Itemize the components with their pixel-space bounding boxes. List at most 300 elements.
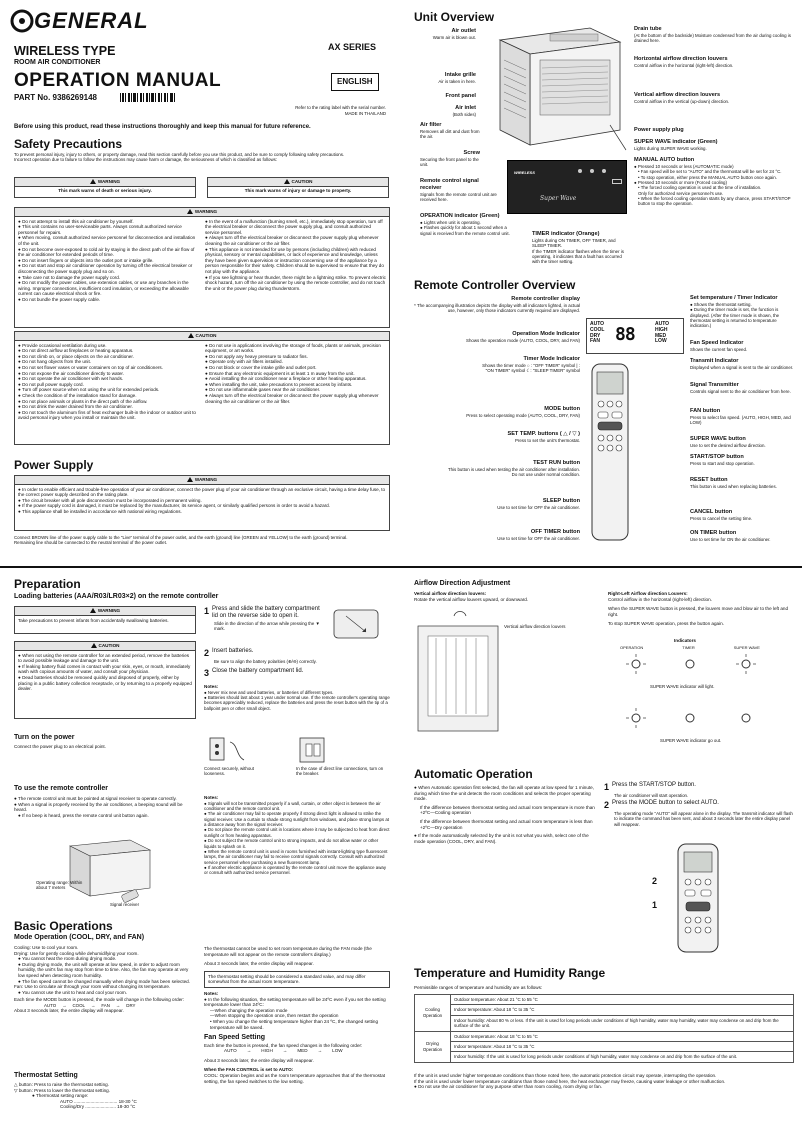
caution-item: ● Do not set flower vases or water containers on top of air conditioners. xyxy=(18,365,199,371)
caution-list-right xyxy=(205,343,386,421)
operation-item: ● Flashes quickly for about 1 second when a signal is received from the remote control unit. xyxy=(420,225,516,236)
safety-intro-text: To prevent personal injury, injury to others, or property damage, read this section carefully before you use this product, and be sure to comply following safety precautions. xyxy=(14,152,345,157)
temp-table xyxy=(414,994,794,1063)
notes-title: Notes: xyxy=(204,795,219,800)
temp-range-title: Temperature and Humidity Range xyxy=(414,966,606,980)
label-title: Operation Mode Indicator xyxy=(512,331,580,337)
col2-text1: The thermostat cannot be used to set room temperature during the FAN mode (the temperature will not appear on the remote controller's display.) xyxy=(204,946,372,957)
label-title: START/STOP button xyxy=(690,454,744,460)
product-type: WIRELESS TYPE xyxy=(14,44,116,58)
thermo-range-cool: Cooling/Dry ........................ 18-30 °C xyxy=(60,1104,136,1110)
rl-text: Control airflow in the horizontal (right-left) direction. xyxy=(608,596,712,602)
label-desc: Lights during SUPER WAVE working. xyxy=(634,145,707,151)
label-title: Intake grille xyxy=(444,72,476,78)
safety-title: Safety Precautions xyxy=(14,137,123,151)
remote-controller-illustration xyxy=(590,362,630,542)
warning-item: ● This unit contains no user-serviceable parts. Always consult authorized service personnel for repairs. xyxy=(18,224,199,235)
prep-step-3 xyxy=(204,668,384,679)
caution-item: ● Check the condition of the installation stand for damage. xyxy=(18,393,199,399)
label-title: TIMER indicator (Orange) xyxy=(532,231,600,237)
mode-order-item: AUTO xyxy=(44,1002,57,1008)
warning-icon xyxy=(187,477,193,482)
caution-item: ● Do not place animals or plants in the direct path of the airflow. xyxy=(18,399,199,405)
prep-notes xyxy=(204,684,390,711)
label-title: Transmit Indicator xyxy=(690,358,739,364)
basic-col2 xyxy=(204,946,390,1084)
label-desc: Press to select operating mode (AUTO, COOL, DRY, FAN) xyxy=(466,412,580,418)
label-desc: Displayed when a signal is sent to the air conditioner. xyxy=(690,364,794,370)
power-item: ● This appliance shall be installed in accordance with national wiring regulations. xyxy=(18,509,386,515)
panel-logo: Super Wave xyxy=(540,195,577,202)
prep-caution-box xyxy=(14,641,196,719)
label-title: Air inlet xyxy=(455,105,476,111)
label-air-inlet xyxy=(404,105,476,117)
label-title: SUPER WAVE indicator (Green) xyxy=(634,139,718,145)
label-desc: Lights during ON TIMER, OFF TIMER, and SLEEP TIMER. xyxy=(532,237,616,249)
label-air-filter xyxy=(420,122,480,140)
temp-foot: If the unit is used under lower temperature conditions than those noted here, the heat exchanger may freeze, causing water leakage or other malfunction. xyxy=(414,1078,726,1084)
thermostat-title: Thermostat Setting xyxy=(14,1072,78,1079)
connect-securely-text: Connect securely, without looseness. xyxy=(204,766,254,777)
step-number: 2 xyxy=(204,648,210,658)
label-manual-auto xyxy=(634,157,794,207)
label-title: Power supply plug xyxy=(634,127,684,133)
indicator-lights-out xyxy=(624,700,764,736)
label-title: Signal Transmitter xyxy=(690,382,739,388)
caution-item: ● Do not use inflammable gases near the air conditioner. xyxy=(205,387,386,393)
mode-order-item: DRY xyxy=(126,1002,136,1008)
fan-order-item: MED xyxy=(297,1048,308,1054)
step-title: Insert batteries. xyxy=(212,648,254,654)
label-title: Timer Mode Indicator xyxy=(523,356,580,362)
caution-box xyxy=(14,331,390,445)
table-cell: Indoor temperature: About 18 °C to 35 °C xyxy=(451,1005,794,1015)
label-desc: Warm air is blown out. xyxy=(432,34,476,40)
prep-caution-head xyxy=(15,642,195,651)
manual-item: ● Pressed 10 seconds or less (AUTOMATIC mode) xyxy=(634,164,794,169)
auto-step-2 xyxy=(604,800,794,827)
fan-reappear-text: About 3 seconds later, the entire display will reappear. xyxy=(204,1057,314,1063)
table-cell: Indoor humidity: If the unit is used for long periods under conditions of high humidity, water may condense on and drip from the surface of the unit. xyxy=(451,1052,794,1062)
label-timer-indicator xyxy=(532,231,624,265)
settemp-item: ● Shows the thermostat setting. xyxy=(690,302,796,307)
warning-item: ● Do not start and stop air conditioner operation by turning off the electrical breaker or disconnecting the power supply plug and so on. xyxy=(18,263,199,274)
label-title: Screw xyxy=(463,150,480,156)
thermo-range-auto: AUTO .................................. 18-30 °C xyxy=(60,1098,137,1104)
mode-press-text: Each time the MODE button is pressed, the mode will change in the following order: xyxy=(14,997,185,1003)
unit-overview-title: Unit Overview xyxy=(414,10,495,24)
prep-warning-label: WARNING xyxy=(97,608,121,613)
mode-cool: COOL xyxy=(590,326,605,333)
caution-item: ● Ensure that any electronic equipment is at least 1 m away from the unit. xyxy=(205,371,386,377)
step-desc: The operating mode "AUTO" will appear alone in the display. The transmit indicator will flash to indicate the command has been sent, and about 3 seconds later the entire display panel will reappear. xyxy=(614,810,793,827)
prep-step-2 xyxy=(204,648,384,664)
fan-high: HIGH xyxy=(655,326,668,333)
warning-legend-label: WARNING xyxy=(97,179,121,184)
direct-line-text: In the case of direct line connections, turn on the breaker. xyxy=(296,766,384,777)
caution-legend-head xyxy=(208,178,388,187)
step-desc: Slide in the direction of the arrow while pressing the ▼ mark. xyxy=(214,620,320,631)
manual-title: OPERATION MANUAL xyxy=(14,70,222,91)
caution-icon xyxy=(91,643,97,648)
label-title: Drain tube xyxy=(634,26,662,32)
caution-item: ● Do not apply any heavy pressure to radiator fins. xyxy=(205,354,386,360)
label-desc: * The accompanying illustration depicts the display with all indicators lighted, in actual use, however, only those indicators currently required are displayed. xyxy=(414,302,580,314)
display-modes xyxy=(590,322,604,345)
thermo-up-text: button: Press to raise the thermostat setting. xyxy=(18,1082,109,1087)
brand-logo xyxy=(10,8,210,34)
caution-item: ● When installing the unit, take precautions to prevent access by infants. xyxy=(205,382,386,388)
label-desc: Press to cancel the setting time. xyxy=(690,515,753,521)
manual-item: • Fan speed will be set to "AUTO" and the thermostat will be set for 24 °C. xyxy=(634,169,794,174)
step-number: 2 xyxy=(604,800,610,810)
label-desc: Use to set time for OFF the air conditioner. xyxy=(497,504,580,510)
label-desc2: If the TIMER indicator flashes when the timer is operating, it indicates that a fault has occurred with the timer setting. xyxy=(532,248,624,265)
warning-box xyxy=(14,207,390,328)
caution-item: ● Turn off power source when not using the unit for extended periods. xyxy=(18,387,199,393)
thermo-down-text: button: Press to lower the thermostat setting. xyxy=(18,1087,110,1093)
ind-superwave: SUPER WAVE xyxy=(733,645,760,650)
label-desc: This button is used when replacing batteries. xyxy=(690,483,777,489)
label-title: FAN button xyxy=(690,408,721,414)
auto-op-sub: If the difference between thermostat setting and actual room temperature is more than +2ºC—Cooling operation xyxy=(420,804,595,816)
callout-1: 1 xyxy=(652,900,658,910)
fan-control-text: COOL: Operation begins and as the room temperature approaches that of the thermostat setting, the fan speed switches to the low setting. xyxy=(204,1073,386,1084)
label-desc: Removes all dirt and dust from the air. xyxy=(420,128,480,140)
use-remote-notes xyxy=(204,795,390,876)
step-number: 3 xyxy=(204,668,210,678)
serial-note: Refer to the rating label with the serial number. xyxy=(295,105,386,110)
label-title: OFF TIMER button xyxy=(530,529,580,535)
warning-item: ● Always turn off the electrical breaker or disconnect the power supply plug whenever cleaning the air conditioner or the air filter. xyxy=(205,235,386,246)
label-vertical-louvers xyxy=(634,92,794,104)
manual-item: • The forced cooling operation is used at the time of installation. xyxy=(634,185,794,190)
drying-item: ● The fan speed cannot be changed manually when drying mode has been selected. xyxy=(14,979,196,985)
safety-intro-text2: Incorrect operation due to failure to follow the instructions may cause harm or damage, the seriousness of which is classified as follows: xyxy=(14,157,278,163)
col2-box: The thermostat setting should be considered a standard value, and may differ somewhat from the actual room temperature. xyxy=(204,971,390,988)
step-title: Press and slide the battery compartment lid on the reverse side to open it. xyxy=(212,606,320,620)
fan-order: AUTO → HIGH → MED → LOW xyxy=(224,1048,343,1054)
warning-item: ● Do not bundle the power supply cable. xyxy=(18,297,199,303)
page-divider xyxy=(0,566,802,568)
label-desc: Press to set the unit's thermostat. xyxy=(514,437,580,443)
caution-item: ● Do not drink the water drained from the air conditioner. xyxy=(18,404,199,410)
caution-icon xyxy=(188,333,194,338)
auto-op-item: ● When Automatic operation first selected, the fan will operate at low speed for 1 minute, during which time the unit detects the room conditions and selects the proper operating mode. xyxy=(414,785,596,802)
label-on-timer-button xyxy=(690,530,796,542)
col2-text2: About 3 seconds later, the entire display will reappear. xyxy=(204,961,314,967)
label-title: Air filter xyxy=(420,122,442,128)
label-off-timer-button xyxy=(414,529,580,541)
caution-list-left xyxy=(18,343,199,421)
settemp-item: ● During the timer mode is set, the function is displayed. (After the timer mode is shown, the thermostat setting is returned to temperature indication.) xyxy=(690,307,796,329)
caution-item: ● Operate only with air filters installed. xyxy=(205,359,386,365)
label-desc: Use to set time for ON the air conditioner. xyxy=(690,536,771,542)
mode-fan: FAN xyxy=(590,338,600,345)
remote-display-blowup xyxy=(586,318,684,354)
signal-receiver-label: Signal receiver xyxy=(110,902,140,907)
use-remote-note: ● When the remote control unit is used in rooms furnished with instant-lighting type fluorescent lamps, the air conditioner may fail to receive control signals correctly. Consult with authorized service personnel when purchasing a new fluorescent lamp. xyxy=(204,849,390,865)
power-warning-label: WARNING xyxy=(194,477,218,482)
vertical-title: Vertical airflow direction louvers: xyxy=(414,591,487,596)
label-set-temp-buttons xyxy=(414,431,580,443)
use-remote-item: ● When a signal is properly received by the air conditioner, a beeping sound will be heard. xyxy=(14,802,194,813)
caution-box-label: CAUTION xyxy=(195,333,217,338)
remote-overview-title: Remote Controller Overview xyxy=(414,278,576,292)
temp-range-intro: Permissible ranges of temperature and humidity are as follows: xyxy=(414,985,543,990)
use-remote-note: ● Do not subject the remote control unit to strong impacts, and do not allow water or other liquids to splash on it. xyxy=(204,838,390,849)
super-wave-out-text: SUPER WAVE indicator go out. xyxy=(660,738,722,743)
language-badge: ENGLISH xyxy=(331,73,379,91)
label-title: Set temperature / Timer Indicator xyxy=(690,295,778,301)
label-desc: Securing the front panel to the unit. xyxy=(420,156,479,168)
label-operation-mode-indicator xyxy=(414,331,580,343)
brand-name: GENERAL xyxy=(34,8,149,33)
operating-range-label: Operating range: Within about 7 meters xyxy=(36,880,83,891)
indicator-light-icon xyxy=(590,169,594,173)
warning-icon xyxy=(90,179,96,184)
caution-item: ● Do not use in applications involving the storage of foods, plants or animals, precision equipment, or art works. xyxy=(205,343,386,354)
manual-item: • When the forced cooling operation starts by any chance, press START/STOP button to stop the operation. xyxy=(634,196,794,207)
label-mode-button xyxy=(414,406,580,418)
warning-list-right xyxy=(205,219,386,303)
label-title: SLEEP button xyxy=(542,498,580,504)
down-arrow-icon: ▽ xyxy=(14,1087,18,1093)
label-title: SUPER WAVE button xyxy=(690,436,746,442)
indicators-label: Indicators xyxy=(674,638,696,643)
operation-item: ● Lights when unit is operating. xyxy=(420,220,516,225)
ind-timer: TIMER xyxy=(682,645,695,650)
warning-item: ● Take care not to damage the power supply cord. xyxy=(18,275,199,281)
step-title: Close the battery compartment lid. xyxy=(212,668,304,674)
label-desc: This button is used when testing the air conditioner after installation. Do not use under normal condition. xyxy=(447,466,580,478)
drying-item: ● You cannot heat the room during drying mode. xyxy=(14,956,196,962)
rl-text2: When the SUPER WAVE button is pressed, the louvers move and blow air to the left and right. xyxy=(608,606,789,617)
caution-icon xyxy=(284,179,290,184)
label-air-outlet xyxy=(404,28,476,40)
fan-low: LOW xyxy=(655,338,667,345)
temp-foot: ● Do not use the air conditioner for any purpose other than room cooling, room drying or fan. xyxy=(414,1084,798,1090)
fan-auto: AUTO xyxy=(655,321,670,327)
auto-step-1 xyxy=(604,782,794,798)
warning-item: ● Do not become over-exposed to cold air by staying in the direct path of the air flow of the air conditioner for extended periods of time. xyxy=(18,247,199,258)
fan-order-item: HIGH xyxy=(261,1048,273,1054)
power-item: ● In order to enable efficient and trouble-free operation of your air conditioner, connect the power plug of your air conditioner through an exclusive circuit, having a time delay fuse, to the correct power supply described on the rating plate. xyxy=(18,487,386,498)
use-remote-note: ● The air conditioner may fail to operate properly if strong direct light is allowed to strike the signal receiver. Use a curtain to shade strong sunlight from windows, and place strong lamps at a distance away from the signal receiver. xyxy=(204,811,390,827)
label-title: OPERATION indicator (Green) xyxy=(420,213,500,219)
display-fan xyxy=(655,322,669,345)
warning-legend xyxy=(14,177,196,198)
turn-on-title: Turn on the power xyxy=(14,734,75,741)
mode-order-item: FAN xyxy=(101,1002,110,1008)
label-drain-tube xyxy=(634,26,794,44)
label-fan-button xyxy=(690,408,796,426)
preparation-title: Preparation xyxy=(14,577,81,591)
label-desc: Press to start and stop operation. xyxy=(690,460,755,466)
barcode-icon xyxy=(120,93,180,102)
label-super-wave-button xyxy=(690,436,796,448)
indicator-lights-lit xyxy=(624,652,764,682)
prep-warning-box xyxy=(14,606,196,634)
label-intake-grille xyxy=(404,72,476,84)
warning-legend-text: This mark warns of death or serious injury. xyxy=(58,187,152,193)
prep-caution-item: ● Dead batteries should be removed quickly and disposed of properly, either by placing in a public battery collection receptacle, or by returning to a properly equipped dealer. xyxy=(18,675,192,692)
turn-on-text: Connect the power plug to an electrical point. xyxy=(14,744,106,749)
series-label: AX SERIES xyxy=(328,42,377,52)
drying-text: Drying: Use for gently cooling while dehumidifying your room. xyxy=(14,950,139,956)
mode-op-text xyxy=(14,945,196,1014)
label-horizontal-louvers xyxy=(634,56,794,68)
warning-icon xyxy=(187,209,193,214)
col2-note: —When stopping the operation once, then restart the operation xyxy=(210,1013,339,1019)
label-operation-indicator xyxy=(420,213,516,236)
power-title: Power Supply xyxy=(14,458,94,472)
label-desc: Shows the operation mode (AUTO, COOL, DRY, and FAN) xyxy=(466,337,580,343)
label-timer-mode-indicator xyxy=(474,356,580,374)
ind-operation: OPERATION xyxy=(620,645,644,650)
warning-box-label: WARNING xyxy=(194,209,218,214)
prep-caution-item: ● When not using the remote controller for an extended period, remove the batteries to avoid possible leakage and damage to the unit. xyxy=(18,653,192,664)
auto-op-item: ● If the mode automatically selected by the unit is not what you wish, select one of the mode operation (COOL, DRY, and FAN). xyxy=(414,833,596,844)
power-text1: Connect BROWN line of the power supply cable to the "Live" terminal of the power outlet, and the earth (ground) line (GREEN and YELLOW) to the earth (ground) terminal. xyxy=(14,535,348,540)
safety-intro xyxy=(14,152,390,163)
step-number: 1 xyxy=(204,606,210,616)
label-title: MANUAL AUTO button xyxy=(634,157,695,163)
prep-note: ● Batteries should last about 1 year under normal use. If the remote controller's operating range becomes appreciably reduced, replace the batteries and press the reset button with the tip of a ballpoint pen or other small object. xyxy=(204,695,390,711)
power-warning-box xyxy=(14,475,390,531)
power-plug-illustration xyxy=(206,734,246,766)
label-test-run-button xyxy=(444,460,580,478)
fan-control-title: When the FAN CONTROL is set to AUTO: xyxy=(204,1067,294,1073)
use-remote-item: ● The remote control unit must be pointed at signal receiver to operate correctly. xyxy=(14,796,194,802)
airflow-title: Airflow Direction Adjustment xyxy=(414,580,511,587)
remote-range-illustration xyxy=(60,836,170,906)
label-title: MODE button xyxy=(544,406,580,412)
display-digits: 88 xyxy=(615,324,635,345)
fan-order-item: LOW xyxy=(332,1048,343,1054)
label-title: Vertical airflow direction louvers xyxy=(634,92,721,98)
col2-note: —When changing the operation mode xyxy=(210,1007,288,1013)
label-super-wave-indicator xyxy=(634,139,794,151)
caution-legend-label: CAUTION xyxy=(291,179,313,184)
display-reappear-text: About 3 seconds later, the entire display will reappear. xyxy=(14,1008,124,1014)
caution-legend-text: This mark warns of injury or damage to property. xyxy=(244,187,352,193)
vertical-louver-label: Vertical airflow direction louvers xyxy=(504,624,566,629)
notes-title: Notes: xyxy=(204,990,219,996)
label-reset-button xyxy=(690,477,796,489)
before-use-note: Before using this product, read these instructions thoroughly and keep this manual for future reference. xyxy=(14,124,311,130)
manual-item: Only for authorized service personnel's use. xyxy=(638,190,724,196)
label-front-panel xyxy=(404,93,476,100)
label-desc: Press to select fan speed. (AUTO, HIGH, MED, and LOW) xyxy=(690,414,791,426)
label-desc: Control airflow in the horizontal (right-left) direction. xyxy=(634,62,734,68)
warning-item: ● Do not insert fingers or objects into the outlet port or intake grille. xyxy=(18,258,199,264)
prep-warning-head xyxy=(15,607,195,616)
label-remote-display xyxy=(414,296,580,314)
rl-text3: To stop SUPER WAVE operation, press the button again. xyxy=(608,621,724,627)
power-warning-head xyxy=(15,476,389,485)
table-cell: Outdoor temperature: About 18 °C to 55 °C xyxy=(451,1031,794,1041)
label-signal-transmitter xyxy=(690,382,796,394)
battery-lid-illustration xyxy=(326,604,386,644)
prep-warning-text: Take precautions to prevent infants from accidentally swallowing batteries. xyxy=(18,617,169,623)
drying-item: ● During drying mode, the unit will operate at low speed, in order to adjust room humidity, the unit's fan may stop from time to time. Also, the fan may operate at very low speed when detecting room humidity. xyxy=(14,962,196,979)
mode-auto: AUTO xyxy=(590,321,605,327)
label-title: Horizontal airflow direction louvers xyxy=(634,56,728,62)
auto-remote-illustration xyxy=(676,842,720,954)
use-remote-note: ● Do not place the remote control unit in locations where it may be subjected to heat from direct sunlight or from heating apparatus. xyxy=(204,827,390,838)
caution-item: ● Do not pull power supply cord. xyxy=(18,382,199,388)
auto-op-title: Automatic Operation xyxy=(414,767,533,781)
caution-item: ● Do not touch the aluminum fins of heat exchanger built-in the indoor or outdoor unit to avoid personal injury when you install or maintain the unit. xyxy=(18,410,199,421)
warning-item: ● In the event of a malfunction (burning smell, etc.), immediately stop operation, turn off the electrical breaker or disconnect the power supply plug, and consult authorized service personnel. xyxy=(205,219,386,236)
warning-item: ● Do not modify the power cables, use extension cables, or use any branches in the wiring. Improper connections, insufficient cord insulation, or exceeding the allowable current can cause electrical shock or fire. xyxy=(18,280,199,297)
label-desc: Air is taken in here. xyxy=(438,78,476,84)
label-desc: Shows the timer mode ○ : "OFF TIMER" symbol | : "ON TIMER" symbol ☾: "SLEEP TIMER" symbol xyxy=(482,362,580,374)
manual-auto-button-icon xyxy=(612,179,622,184)
label-desc: (Both sides) xyxy=(452,111,476,117)
auto-op-list xyxy=(414,785,596,844)
air-conditioner-unit-illustration xyxy=(480,20,630,155)
label-title: TEST RUN button xyxy=(533,460,580,466)
made-in: MADE IN THAILAND xyxy=(344,111,386,116)
use-remote-item: ● If no beep is heard, press the remote control unit button again. xyxy=(14,813,194,819)
power-text2: Remaining line should be connected to the neutral terminal of the power outlet. xyxy=(14,540,168,546)
label-desc: Signals from the remote control unit are received here. xyxy=(420,191,497,202)
step-number: 1 xyxy=(604,782,610,792)
label-title: CANCEL button xyxy=(690,509,733,515)
basic-title: Basic Operations xyxy=(14,919,113,933)
prep-caution-item: ● If leaking battery fluid comes in contact with your skin, eyes, or mouth, immediately wash with copious amounts of water, and consult your physician. xyxy=(18,664,192,675)
warning-item: ● This appliance is not intended for use by persons (including children) with reduced physical, sensory or mental capabilities, or lack of experience and knowledge, unless they have been given supervision or instruction concerning use of the appliance by a person responsible for their safety. Children should be supervised to ensure that they do not play with the appliance. xyxy=(205,247,386,275)
caution-item: ● Always turn off the electrical breaker or disconnect the power supply plug whenever cleaning the air conditioner or the air filter. xyxy=(205,393,386,404)
col2-note: • When you change the setting temperature higher than 24 ºC, the changed setting temperature will be saved. xyxy=(204,1019,390,1030)
thermo-range-label: ● Thermostat setting range: xyxy=(14,1093,196,1099)
manual-item: ● Pressed 10 seconds or more (Forced cooling) xyxy=(634,180,794,185)
caution-item: ● Avoid installing the air conditioner near a fireplace or other heating apparatus. xyxy=(205,376,386,382)
airflow-vertical xyxy=(414,591,594,602)
step-desc: The air conditioner will start operation. xyxy=(614,792,689,798)
warning-item: ● When moving, consult authorized service personnel for disconnection and installation of the unit. xyxy=(18,235,199,246)
caution-item: ● Do not block or cover the intake grille and outlet port. xyxy=(205,365,386,371)
mode-order-item: COOL xyxy=(72,1002,85,1008)
notes-title: Notes: xyxy=(204,684,219,689)
use-remote-note: ● If another electric appliance is operated by the remote control unit move the appliance away or consult with authorized service personnel. xyxy=(204,865,390,876)
caution-item: ● Do not operate the air conditioner with wet hands. xyxy=(18,376,199,382)
warning-list-left xyxy=(18,219,199,303)
label-title: Fan Speed Indicator xyxy=(690,340,744,346)
power-item: ● If the power supply cord is damaged, it must be replaced by the manufacturer, its service agent, or similarly qualified persons in order to avoid a hazard. xyxy=(18,503,386,509)
warning-legend-head xyxy=(15,178,195,187)
step-title: Press the MODE button to select AUTO. xyxy=(612,800,719,806)
label-cancel-button xyxy=(690,509,796,521)
table-cell: Indoor temperature: About 18 °C to 35 °C xyxy=(451,1041,794,1051)
warning-item: ● If you see lightning or hear thunder, there might be a lightning strike. To prevent electric shock hazard, turn off the air conditioner by using the remote controller, and do not touch the unit or the power plug during thunderstorm. xyxy=(205,275,386,292)
cooling-group: Cooling Operation xyxy=(415,995,451,1032)
step-title: Press the START/STOP button. xyxy=(612,782,696,788)
label-sleep-button xyxy=(414,498,580,510)
label-title: Remote control signal receiver xyxy=(420,178,479,191)
airflow-rl xyxy=(608,591,796,627)
use-remote-title: To use the remote controller xyxy=(14,785,108,792)
auto-op-sub: If the difference between thermostat setting and actual room temperature is less than +2ºC—Dry operation xyxy=(420,818,593,830)
label-title: Front panel xyxy=(445,93,476,99)
fan-speed-title: Fan Speed Setting xyxy=(204,1034,266,1042)
temp-range-table xyxy=(414,994,794,1063)
temp-foot: If the unit is used under higher temperature conditions than those noted here, the automatic protection circuit may operate, interrupting the operation. xyxy=(414,1073,717,1078)
warning-icon xyxy=(90,608,96,613)
temp-range-footer xyxy=(414,1073,798,1090)
